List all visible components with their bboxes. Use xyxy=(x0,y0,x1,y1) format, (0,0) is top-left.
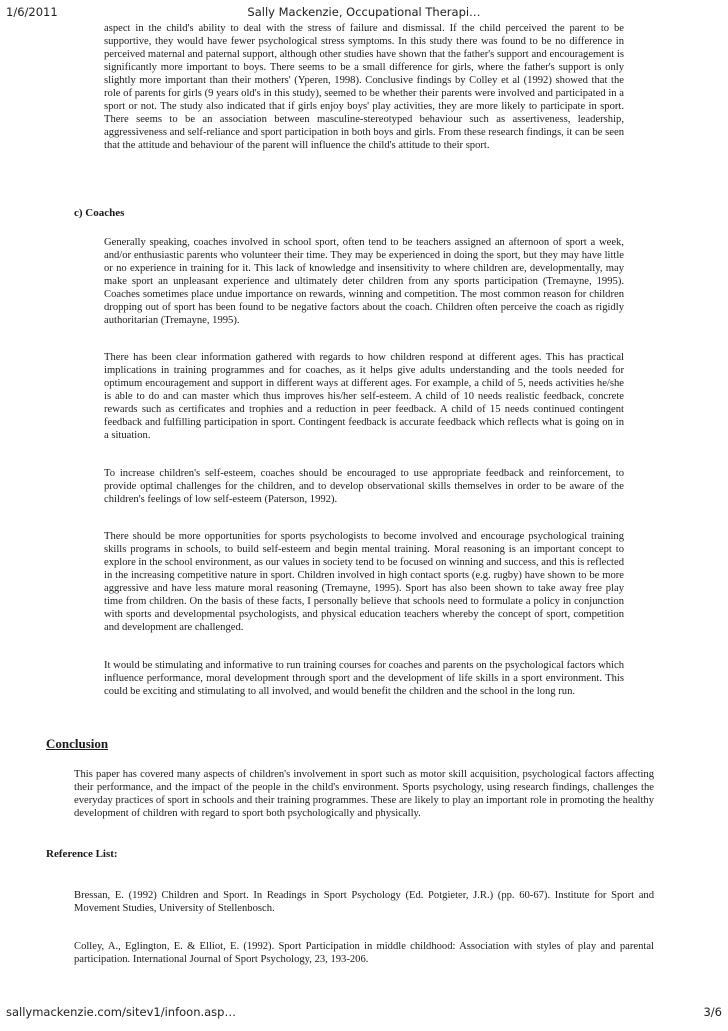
print-title: Sally Mackenzie, Occupational Therapi… xyxy=(247,5,481,19)
paragraph-coaches-4: There should be more opportunities for sports psychologists to become involved and encourage psychological training skills programs in schools, to build self-esteem and begin mental training. Moral reasoning is an important concept to explore in the school environment, as our values in society tend to be focused on winning and success, and this is reflected in the increasing competitive nature in sport. Children involved in high contact sports (e.g. rugby) have shown to be more aggressive and have less mature moral reasoning (Tremayne, 1995). Sport has also been shown to take away free play time from children. On the basis of these facts, I personally believe that schools need to formulate a policy in conjunction with sports and developmental psychologists, and physical education teachers whereby the concept of sport, competition and development are challenged. xyxy=(104,531,624,634)
print-date: 1/6/2011 xyxy=(6,5,58,19)
print-url: sallymackenzie.com/sitev1/infoon.asp… xyxy=(6,1005,236,1019)
paragraph-coaches-3: To increase children's self-esteem, coaches should be encouraged to use appropriate feedback and reinforcement, to provide optimal challenges for the children, and to develop observational skills themselves in order to be aware of the children's feelings of low self-esteem (Paterson, 1992). xyxy=(104,468,624,506)
paragraph-conclusion: This paper has covered many aspects of children's involvement in sport such as motor skill acquisition, psychological factors affecting their performance, and the impact of the people in the child's environment. Sports psychology, using research findings, challenges the everyday practices of sport in schools and their training programmes. These are likely to play an important role in promoting the healthy development of children with regard to sport both psychologically and physically. xyxy=(74,769,654,820)
paragraph-parents: aspect in the child's ability to deal with the stress of failure and dismissal. If the child perceived the parent to be supportive, they would have fewer psychological stress symptoms. In this study there was found to be no difference in perceived maternal and paternal support, although other studies have shown that the father's support and encouragement is significantly more important to boys. There seems to be a small difference for girls, where the father's support is only slightly more important than their mothers' (Yperen, 1998). Conclusive findings by Colley et al (1992) showed that the role of parents for girls (9 years old's in this study), seemed to be whether their parents were involved and participated in a sport or not. The study also indicated that if girls enjoy boys' play activities, they are more likely to participate in sport. There seems to be an association between masculine-stereotyped behaviour such as assertiveness, leadership, aggressiveness and self-reliance and sport participation in both boys and girls. From these research findings, it can be seen that the attitude and behaviour of the parent will influence the child's attitude to their sport. xyxy=(104,23,624,152)
page-number: 3/6 xyxy=(703,1005,722,1019)
paragraph-coaches-5: It would be stimulating and informative to run training courses for coaches and parents on the psychological factors which influence performance, moral development through sport and the development of life skills in a sport environment. This could be exciting and stimulating to all involved, and would benefit the children and the school in the long run. xyxy=(104,660,624,698)
references-heading: Reference List: xyxy=(46,848,118,860)
paragraph-coaches-1: Generally speaking, coaches involved in school sport, often tend to be teachers assigned an afternoon of sport a week, and/or enthusiastic parents who volunteer their time. They may be experienced in doing the sport, but they may have little or no experience in training for it. This lack of knowledge and insensitivity to where children are, developmentally, may make sport an unpleasant experience and ultimately deter children from any sports participation (Tremayne, 1995). Coaches sometimes place undue importance on rewards, winning and competition. The most common reason for children dropping out of sport has been found to be negative factors about the coach. Children often perceive the coach as rigidly authoritarian (Tremayne, 1995). xyxy=(104,237,624,327)
conclusion-heading: Conclusion xyxy=(46,736,109,751)
print-header xyxy=(6,5,722,21)
reference-item: Bressan, E. (1992) Children and Sport. In Readings in Sport Psychology (Ed. Potgieter, J.R.) (pp. 60-67). Institute for Sport and Movement Studies, University of Stellenbosch. xyxy=(74,890,654,915)
paragraph-coaches-2: There has been clear information gathered with regards to how children respond at different ages. This has practical implications in training programmes and for coaches, as it helps give adults understanding and the tools needed for optimum encouragement and support in different ways at different ages. For example, a child of 5, needs activities he/she is able to do and can master which thus improves his/her self-esteem. A child of 10 needs realistic feedback, concrete rewards such as certificates and trophies and a reduction in peer feedback. A child of 15 needs continued contingent feedback and fulfilling participation in sport. Contingent feedback is accurate feedback which reflects what is going on in a situation. xyxy=(104,352,624,442)
coaches-heading: c) Coaches xyxy=(74,207,125,219)
print-footer xyxy=(6,1005,722,1021)
reference-item: Colley, A., Eglington, E. & Elliot, E. (1992). Sport Participation in middle childhood: Association with styles of play and parental participation. International Journal of Sport Psychology, 23, 193-206. xyxy=(74,941,654,966)
